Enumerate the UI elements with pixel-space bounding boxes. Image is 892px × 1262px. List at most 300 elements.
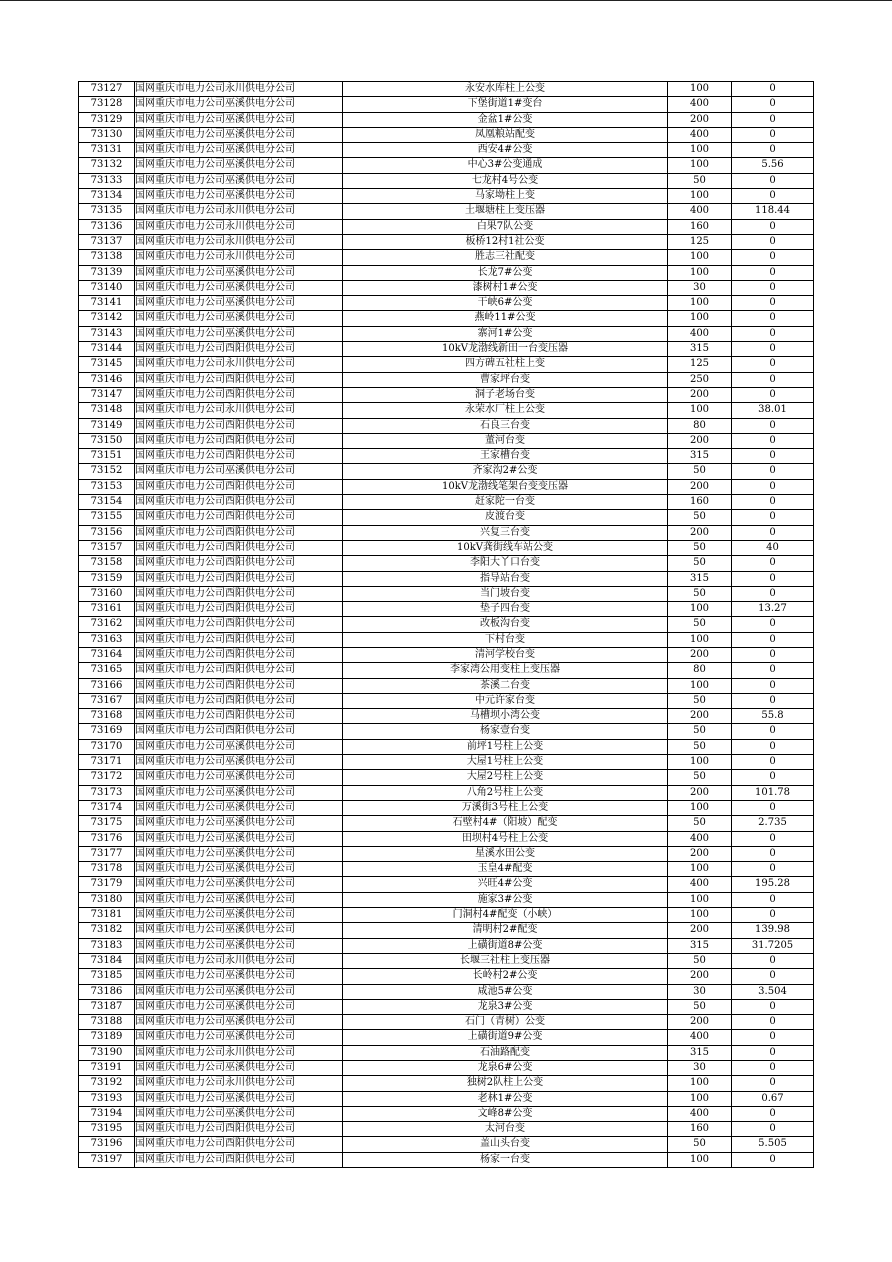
company-cell: 国网重庆市电力公司巫溪供电分公司 [135, 1091, 343, 1106]
value-cell: 0 [732, 97, 814, 112]
transformer-name-cell: 曹家坪台变 [343, 372, 668, 387]
company-cell: 国网重庆市电力公司酉阳供电分公司 [135, 586, 343, 601]
transformer-name-cell: 燕岭11#公变 [343, 311, 668, 326]
row-id-cell: 73189 [79, 1030, 135, 1045]
company-cell: 国网重庆市电力公司酉阳供电分公司 [135, 663, 343, 678]
transformer-name-cell: 茶溪二台变 [343, 678, 668, 693]
table-body [79, 82, 814, 1168]
value-cell: 0 [732, 387, 814, 402]
capacity-cell: 200 [668, 647, 732, 662]
capacity-cell: 400 [668, 831, 732, 846]
value-cell: 31.7205 [732, 938, 814, 953]
table-row [79, 969, 814, 984]
capacity-cell: 50 [668, 617, 732, 632]
company-cell: 国网重庆市电力公司永川供电分公司 [135, 403, 343, 418]
value-cell: 0 [732, 969, 814, 984]
row-id-cell: 73170 [79, 739, 135, 754]
transformer-name-cell: 指导站台变 [343, 571, 668, 586]
company-cell: 国网重庆市电力公司酉阳供电分公司 [135, 495, 343, 510]
company-cell: 国网重庆市电力公司巫溪供电分公司 [135, 785, 343, 800]
row-id-cell: 73193 [79, 1091, 135, 1106]
value-cell: 0 [732, 800, 814, 815]
transformer-name-cell: 玉皇4#配变 [343, 862, 668, 877]
table-row [79, 862, 814, 877]
table-row [79, 510, 814, 525]
row-id-cell: 73161 [79, 602, 135, 617]
capacity-cell: 100 [668, 403, 732, 418]
transformer-name-cell: 10kV龙渤线笔架台变变压器 [343, 479, 668, 494]
value-cell: 101.78 [732, 785, 814, 800]
table-row [79, 1091, 814, 1106]
company-cell: 国网重庆市电力公司酉阳供电分公司 [135, 617, 343, 632]
row-id-cell: 73128 [79, 97, 135, 112]
table-row [79, 1152, 814, 1167]
transformer-name-cell: 上磺街道8#公变 [343, 938, 668, 953]
transformer-name-cell: 胜志三社配变 [343, 250, 668, 265]
company-cell: 国网重庆市电力公司巫溪供电分公司 [135, 1015, 343, 1030]
company-cell: 国网重庆市电力公司酉阳供电分公司 [135, 342, 343, 357]
value-cell: 0 [732, 632, 814, 647]
row-id-cell: 73151 [79, 449, 135, 464]
transformer-name-cell: 七龙村4号公变 [343, 173, 668, 188]
row-id-cell: 73136 [79, 219, 135, 234]
capacity-cell: 50 [668, 739, 732, 754]
value-cell: 2.735 [732, 816, 814, 831]
company-cell: 国网重庆市电力公司巫溪供电分公司 [135, 831, 343, 846]
value-cell: 0 [732, 571, 814, 586]
transformer-name-cell: 文峰8#公变 [343, 1106, 668, 1121]
transformer-name-cell: 当门坡台变 [343, 586, 668, 601]
company-cell: 国网重庆市电力公司巫溪供电分公司 [135, 877, 343, 892]
transformer-name-cell: 永荣水厂柱上公变 [343, 403, 668, 418]
capacity-cell: 80 [668, 663, 732, 678]
value-cell: 0 [732, 908, 814, 923]
row-id-cell: 73159 [79, 571, 135, 586]
capacity-cell: 50 [668, 999, 732, 1014]
transformer-name-cell: 长岭村2#公变 [343, 969, 668, 984]
company-cell: 国网重庆市电力公司巫溪供电分公司 [135, 755, 343, 770]
value-cell: 0 [732, 1152, 814, 1167]
company-cell: 国网重庆市电力公司酉阳供电分公司 [135, 1137, 343, 1152]
transformer-name-cell: 董河台变 [343, 433, 668, 448]
transformer-name-cell: 齐家沟2#公变 [343, 464, 668, 479]
company-cell: 国网重庆市电力公司巫溪供电分公司 [135, 1106, 343, 1121]
table-row [79, 571, 814, 586]
capacity-cell: 100 [668, 755, 732, 770]
company-cell: 国网重庆市电力公司酉阳供电分公司 [135, 479, 343, 494]
row-id-cell: 73196 [79, 1137, 135, 1152]
row-id-cell: 73182 [79, 923, 135, 938]
row-id-cell: 73142 [79, 311, 135, 326]
row-id-cell: 73139 [79, 265, 135, 280]
value-cell: 0 [732, 1015, 814, 1030]
company-cell: 国网重庆市电力公司巫溪供电分公司 [135, 800, 343, 815]
transformer-name-cell: 门洞村4#配变（小峡） [343, 908, 668, 923]
value-cell: 0 [732, 342, 814, 357]
table-row [79, 280, 814, 295]
company-cell: 国网重庆市电力公司巫溪供电分公司 [135, 923, 343, 938]
table-row [79, 709, 814, 724]
row-id-cell: 73188 [79, 1015, 135, 1030]
row-id-cell: 73168 [79, 709, 135, 724]
value-cell: 0 [732, 831, 814, 846]
company-cell: 国网重庆市电力公司巫溪供电分公司 [135, 464, 343, 479]
table-row [79, 877, 814, 892]
row-id-cell: 73195 [79, 1122, 135, 1137]
row-id-cell: 73185 [79, 969, 135, 984]
table-row [79, 296, 814, 311]
row-id-cell: 73177 [79, 846, 135, 861]
table-row [79, 1015, 814, 1030]
table-row [79, 663, 814, 678]
table-row [79, 1076, 814, 1091]
company-cell: 国网重庆市电力公司巫溪供电分公司 [135, 143, 343, 158]
row-id-cell: 73187 [79, 999, 135, 1014]
transformer-name-cell: 板桥12村1社公变 [343, 234, 668, 249]
transformer-name-cell: 太河台变 [343, 1122, 668, 1137]
row-id-cell: 73152 [79, 464, 135, 479]
value-cell: 0 [732, 1122, 814, 1137]
row-id-cell: 73130 [79, 127, 135, 142]
value-cell: 0 [732, 1061, 814, 1076]
capacity-cell: 30 [668, 280, 732, 295]
row-id-cell: 73166 [79, 678, 135, 693]
transformer-name-cell: 王家槽台变 [343, 449, 668, 464]
transformer-name-cell: 土堰塘柱上变压器 [343, 204, 668, 219]
value-cell: 0 [732, 326, 814, 341]
row-id-cell: 73140 [79, 280, 135, 295]
company-cell: 国网重庆市电力公司巫溪供电分公司 [135, 892, 343, 907]
company-cell: 国网重庆市电力公司巫溪供电分公司 [135, 1061, 343, 1076]
transformer-name-cell: 赶家陀一台变 [343, 495, 668, 510]
capacity-cell: 30 [668, 984, 732, 999]
value-cell: 0 [732, 693, 814, 708]
row-id-cell: 73141 [79, 296, 135, 311]
table-row [79, 1045, 814, 1060]
value-cell: 0 [732, 311, 814, 326]
capacity-cell: 100 [668, 296, 732, 311]
table-row [79, 938, 814, 953]
row-id-cell: 73154 [79, 495, 135, 510]
capacity-cell: 200 [668, 923, 732, 938]
transformer-name-cell: 皮渡台变 [343, 510, 668, 525]
row-id-cell: 73132 [79, 158, 135, 173]
capacity-cell: 200 [668, 709, 732, 724]
row-id-cell: 73194 [79, 1106, 135, 1121]
capacity-cell: 400 [668, 127, 732, 142]
capacity-cell: 160 [668, 495, 732, 510]
value-cell: 0 [732, 280, 814, 295]
capacity-cell: 100 [668, 311, 732, 326]
company-cell: 国网重庆市电力公司永川供电分公司 [135, 1076, 343, 1091]
row-id-cell: 73171 [79, 755, 135, 770]
transformer-name-cell: 独树2队柱上公变 [343, 1076, 668, 1091]
table-row [79, 403, 814, 418]
capacity-cell: 100 [668, 250, 732, 265]
table-row [79, 372, 814, 387]
company-cell: 国网重庆市电力公司酉阳供电分公司 [135, 449, 343, 464]
company-cell: 国网重庆市电力公司酉阳供电分公司 [135, 693, 343, 708]
company-cell: 国网重庆市电力公司巫溪供电分公司 [135, 984, 343, 999]
company-cell: 国网重庆市电力公司酉阳供电分公司 [135, 647, 343, 662]
table-row [79, 785, 814, 800]
transformer-name-cell: 垫子四台变 [343, 602, 668, 617]
row-id-cell: 73135 [79, 204, 135, 219]
value-cell: 0 [732, 372, 814, 387]
capacity-cell: 200 [668, 969, 732, 984]
row-id-cell: 73180 [79, 892, 135, 907]
table-row [79, 387, 814, 402]
row-id-cell: 73184 [79, 953, 135, 968]
transformer-name-cell: 李家湾公用变柱上变压器 [343, 663, 668, 678]
row-id-cell: 73147 [79, 387, 135, 402]
capacity-cell: 80 [668, 418, 732, 433]
value-cell: 0 [732, 296, 814, 311]
transformer-name-cell: 凤凰粮站配变 [343, 127, 668, 142]
row-id-cell: 73178 [79, 862, 135, 877]
value-cell: 0 [732, 510, 814, 525]
value-cell: 0 [732, 739, 814, 754]
value-cell: 0 [732, 892, 814, 907]
company-cell: 国网重庆市电力公司巫溪供电分公司 [135, 280, 343, 295]
table-row [79, 846, 814, 861]
capacity-cell: 50 [668, 464, 732, 479]
table-row [79, 449, 814, 464]
row-id-cell: 73131 [79, 143, 135, 158]
table-row [79, 219, 814, 234]
capacity-cell: 125 [668, 357, 732, 372]
capacity-cell: 400 [668, 877, 732, 892]
table-row [79, 265, 814, 280]
row-id-cell: 73192 [79, 1076, 135, 1091]
transformer-name-cell: 中心3#公变通成 [343, 158, 668, 173]
value-cell: 0 [732, 189, 814, 204]
transformer-name-cell: 10kV龚街线车站公变 [343, 540, 668, 555]
value-cell: 0 [732, 525, 814, 540]
capacity-cell: 315 [668, 449, 732, 464]
row-id-cell: 73146 [79, 372, 135, 387]
company-cell: 国网重庆市电力公司巫溪供电分公司 [135, 770, 343, 785]
row-id-cell: 73197 [79, 1152, 135, 1167]
capacity-cell: 200 [668, 387, 732, 402]
row-id-cell: 73138 [79, 250, 135, 265]
transformer-table [78, 81, 814, 1168]
page-top-rule [0, 0, 892, 1]
capacity-cell: 100 [668, 800, 732, 815]
capacity-cell: 50 [668, 816, 732, 831]
table-row [79, 479, 814, 494]
transformer-name-cell: 前坪1号柱上公变 [343, 739, 668, 754]
row-id-cell: 73163 [79, 632, 135, 647]
company-cell: 国网重庆市电力公司巫溪供电分公司 [135, 97, 343, 112]
transformer-name-cell: 杨家壹台变 [343, 724, 668, 739]
capacity-cell: 100 [668, 1091, 732, 1106]
row-id-cell: 73129 [79, 112, 135, 127]
company-cell: 国网重庆市电力公司巫溪供电分公司 [135, 999, 343, 1014]
transformer-name-cell: 八角2号柱上公变 [343, 785, 668, 800]
value-cell: 0 [732, 112, 814, 127]
transformer-name-cell: 上磺街道9#公变 [343, 1030, 668, 1045]
value-cell: 0 [732, 357, 814, 372]
transformer-name-cell: 杨家一台变 [343, 1152, 668, 1167]
transformer-name-cell: 金盆1#公变 [343, 112, 668, 127]
row-id-cell: 73173 [79, 785, 135, 800]
transformer-name-cell: 改板沟台变 [343, 617, 668, 632]
capacity-cell: 200 [668, 1015, 732, 1030]
value-cell: 38.01 [732, 403, 814, 418]
row-id-cell: 73172 [79, 770, 135, 785]
company-cell: 国网重庆市电力公司永川供电分公司 [135, 82, 343, 97]
table-row [79, 82, 814, 97]
row-id-cell: 73160 [79, 586, 135, 601]
transformer-name-cell: 永安水库柱上公变 [343, 82, 668, 97]
company-cell: 国网重庆市电力公司酉阳供电分公司 [135, 372, 343, 387]
capacity-cell: 400 [668, 204, 732, 219]
row-id-cell: 73150 [79, 433, 135, 448]
value-cell: 0 [732, 479, 814, 494]
value-cell: 0 [732, 173, 814, 188]
capacity-cell: 100 [668, 1152, 732, 1167]
row-id-cell: 73167 [79, 693, 135, 708]
table-row [79, 540, 814, 555]
capacity-cell: 100 [668, 862, 732, 877]
company-cell: 国网重庆市电力公司巫溪供电分公司 [135, 296, 343, 311]
value-cell: 195.28 [732, 877, 814, 892]
transformer-name-cell: 星溪水田公变 [343, 846, 668, 861]
company-cell: 国网重庆市电力公司巫溪供电分公司 [135, 862, 343, 877]
value-cell: 0 [732, 82, 814, 97]
capacity-cell: 200 [668, 112, 732, 127]
transformer-name-cell: 长堰三社柱上变压器 [343, 953, 668, 968]
value-cell: 0 [732, 250, 814, 265]
table-row [79, 923, 814, 938]
capacity-cell: 50 [668, 540, 732, 555]
row-id-cell: 73155 [79, 510, 135, 525]
value-cell: 0 [732, 862, 814, 877]
capacity-cell: 50 [668, 173, 732, 188]
table-row [79, 831, 814, 846]
table-row [79, 342, 814, 357]
row-id-cell: 73175 [79, 816, 135, 831]
table-row [79, 602, 814, 617]
company-cell: 国网重庆市电力公司永川供电分公司 [135, 250, 343, 265]
table-row [79, 724, 814, 739]
value-cell: 0 [732, 234, 814, 249]
capacity-cell: 400 [668, 1030, 732, 1045]
table-row [79, 326, 814, 341]
transformer-name-cell: 10kV龙渤线新田一台变压器 [343, 342, 668, 357]
row-id-cell: 73156 [79, 525, 135, 540]
transformer-name-cell: 长龙7#公变 [343, 265, 668, 280]
company-cell: 国网重庆市电力公司巫溪供电分公司 [135, 816, 343, 831]
table-row [79, 234, 814, 249]
value-cell: 0 [732, 1106, 814, 1121]
table-row [79, 800, 814, 815]
transformer-name-cell: 白果7队公变 [343, 219, 668, 234]
company-cell: 国网重庆市电力公司永川供电分公司 [135, 204, 343, 219]
value-cell: 0 [732, 586, 814, 601]
capacity-cell: 250 [668, 372, 732, 387]
value-cell: 0 [732, 556, 814, 571]
row-id-cell: 73149 [79, 418, 135, 433]
row-id-cell: 73157 [79, 540, 135, 555]
company-cell: 国网重庆市电力公司酉阳供电分公司 [135, 709, 343, 724]
company-cell: 国网重庆市电力公司巫溪供电分公司 [135, 846, 343, 861]
company-cell: 国网重庆市电力公司酉阳供电分公司 [135, 540, 343, 555]
capacity-cell: 100 [668, 678, 732, 693]
table-row [79, 586, 814, 601]
transformer-name-cell: 大屋2号柱上公变 [343, 770, 668, 785]
row-id-cell: 73144 [79, 342, 135, 357]
capacity-cell: 100 [668, 602, 732, 617]
value-cell: 0 [732, 999, 814, 1014]
value-cell: 0 [732, 678, 814, 693]
company-cell: 国网重庆市电力公司酉阳供电分公司 [135, 571, 343, 586]
company-cell: 国网重庆市电力公司永川供电分公司 [135, 234, 343, 249]
transformer-name-cell: 中元许家台变 [343, 693, 668, 708]
table-row [79, 755, 814, 770]
transformer-name-cell: 马家坳柱上变 [343, 189, 668, 204]
row-id-cell: 73179 [79, 877, 135, 892]
capacity-cell: 50 [668, 770, 732, 785]
company-cell: 国网重庆市电力公司酉阳供电分公司 [135, 1152, 343, 1167]
capacity-cell: 200 [668, 785, 732, 800]
transformer-name-cell: 四方碑五社柱上变 [343, 357, 668, 372]
capacity-cell: 50 [668, 693, 732, 708]
capacity-cell: 160 [668, 219, 732, 234]
capacity-cell: 100 [668, 158, 732, 173]
row-id-cell: 73190 [79, 1045, 135, 1060]
row-id-cell: 73191 [79, 1061, 135, 1076]
company-cell: 国网重庆市电力公司永川供电分公司 [135, 1045, 343, 1060]
row-id-cell: 73158 [79, 556, 135, 571]
company-cell: 国网重庆市电力公司巫溪供电分公司 [135, 158, 343, 173]
capacity-cell: 30 [668, 1061, 732, 1076]
transformer-name-cell: 老林1#公变 [343, 1091, 668, 1106]
capacity-cell: 315 [668, 1045, 732, 1060]
table-row [79, 464, 814, 479]
value-cell: 55.8 [732, 709, 814, 724]
company-cell: 国网重庆市电力公司酉阳供电分公司 [135, 632, 343, 647]
value-cell: 0 [732, 265, 814, 280]
capacity-cell: 100 [668, 82, 732, 97]
capacity-cell: 315 [668, 938, 732, 953]
table-row [79, 678, 814, 693]
row-id-cell: 73148 [79, 403, 135, 418]
value-cell: 13.27 [732, 602, 814, 617]
transformer-name-cell: 马槽坝小湾公变 [343, 709, 668, 724]
transformer-name-cell: 李阳大丫口台变 [343, 556, 668, 571]
transformer-name-cell: 干峡6#公变 [343, 296, 668, 311]
company-cell: 国网重庆市电力公司巫溪供电分公司 [135, 173, 343, 188]
table-row [79, 617, 814, 632]
table-row [79, 97, 814, 112]
value-cell: 0 [732, 663, 814, 678]
company-cell: 国网重庆市电力公司巫溪供电分公司 [135, 1030, 343, 1045]
table-row [79, 770, 814, 785]
company-cell: 国网重庆市电力公司酉阳供电分公司 [135, 556, 343, 571]
value-cell: 0 [732, 770, 814, 785]
table-row [79, 816, 814, 831]
capacity-cell: 50 [668, 953, 732, 968]
table-row [79, 311, 814, 326]
table-row [79, 1122, 814, 1137]
value-cell: 0 [732, 755, 814, 770]
value-cell: 0 [732, 418, 814, 433]
capacity-cell: 200 [668, 433, 732, 448]
table-row [79, 204, 814, 219]
table-row [79, 495, 814, 510]
